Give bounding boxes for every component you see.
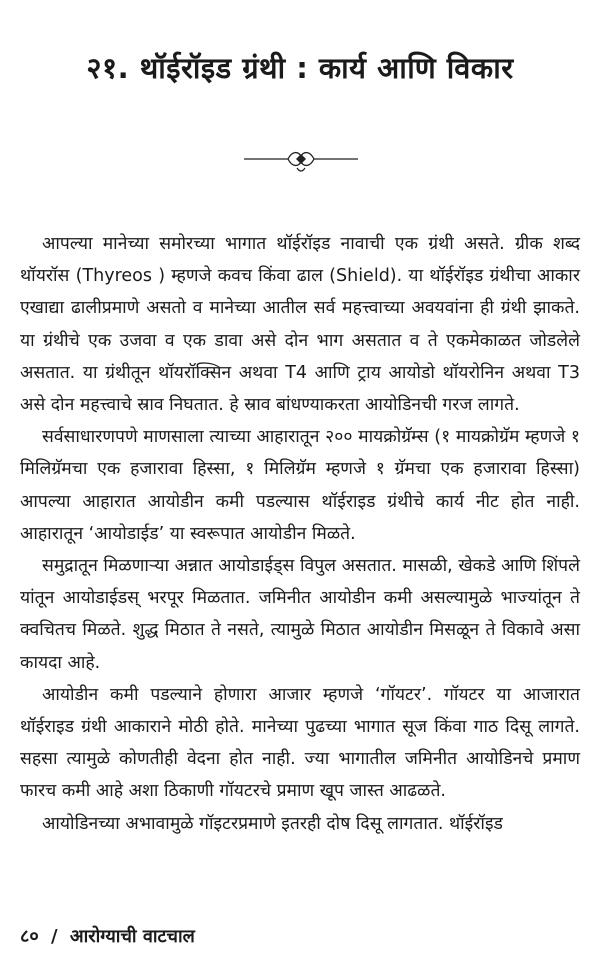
page-number: ८० [20,926,39,947]
footer-separator: / [51,926,58,947]
paragraph-iodine-sources: समुद्रातून मिळणाऱ्या अन्नात आयोडाईड्स विपुल असतात. मासळी, खेकडे आणि शिंपले यांतून आयोडाईडस् भरपूर मिळतात. जमिनीत आयोडीन कमी असल्यामुळे भाज्यांतून ते क्वचितच मिळते. शुद्ध मिठात ते नसते, त्यामुळे मिठात आयोडीन मिसळून ते विकावे असा कायदा आहे. [20,556,580,673]
paragraph-iodine-deficiency: आयोडिनच्या अभावामुळे गॉइटरप्रमाणे इतरही दोष दिसू लागतात. थॉईरॉइड [42,813,503,834]
chapter-body [20,228,580,840]
paragraph-intro: आपल्या मानेच्या समोरच्या भागात थॉईरॉइड नावाची एक ग्रंथी असते. ग्रीक शब्द थॉयरॉस (Thyreos ) म्हणजे कवच किंवा ढाल (Shield). या थॉईरॉइड ग्रंथीचा आकार एखाद्या ढालीप्रमाणे असतो व मानेच्या आतील सर्व महत्त्वाच्या अवयवांना ही ग्रंथी झाकते. या ग्रंथीचे एक उजवा व एक डावा असे दोन भाग असतात व ते एकमेकाळत जोडलेले असतात. या ग्रंथीतून थॉयरॉक्सिन अथवा T4 आणि ट्राय आयोडो थॉयरोनिन अथवा T3 असे दोन महत्त्वाचे स्राव निघतात. हे स्राव बांधण्याकरता आयोडिनची गरज लागते. [20,234,580,416]
paragraph-goiter: आयोडीन कमी पडल्याने होणारा आजार म्हणजे ‘गॉयटर’. गॉयटर या आजारात थॉईराइड ग्रंथी आकाराने मोठी होते. मानेच्या पुढच्या भागात सूज किंवा गाठ दिसू लागते. सहसा त्यामुळे कोणतीही वेदना होत नाही. ज्या भागातील जमिनीत आयोडिनचे प्रमाण फारच कमी आहे अशा ठिकाणी गॉयटरचे प्रमाण खूप जास्त आढळते. [20,684,580,802]
chapter-title: २१. थॉईरॉइड ग्रंथी : कार्य आणि विकार [86,51,514,85]
paragraph-iodine-requirement: सर्वसाधारणपणे माणसाला त्याच्या आहारातून २०० मायक्रोग्रॅम्स (१ मायक्रोग्रॅम म्हणजे १ मिलिग्रॅमचा एक हजारावा हिस्सा, १ मिलिग्रॅम म्हणजे १ ग्रॅमचा एक हजारावा हिस्सा) आपल्या आहारात आयोडीन कमी पडल्यास थॉईराइड ग्रंथीचे कार्य नीट होत नाही. आहारातून ‘आयोडाईड’ या स्वरूपात आयोडीन मिळते. [20,427,580,544]
divider-ornament-icon [244,148,358,174]
book-title: आरोग्याची वाटचाल [69,926,195,947]
page-footer [20,924,195,948]
